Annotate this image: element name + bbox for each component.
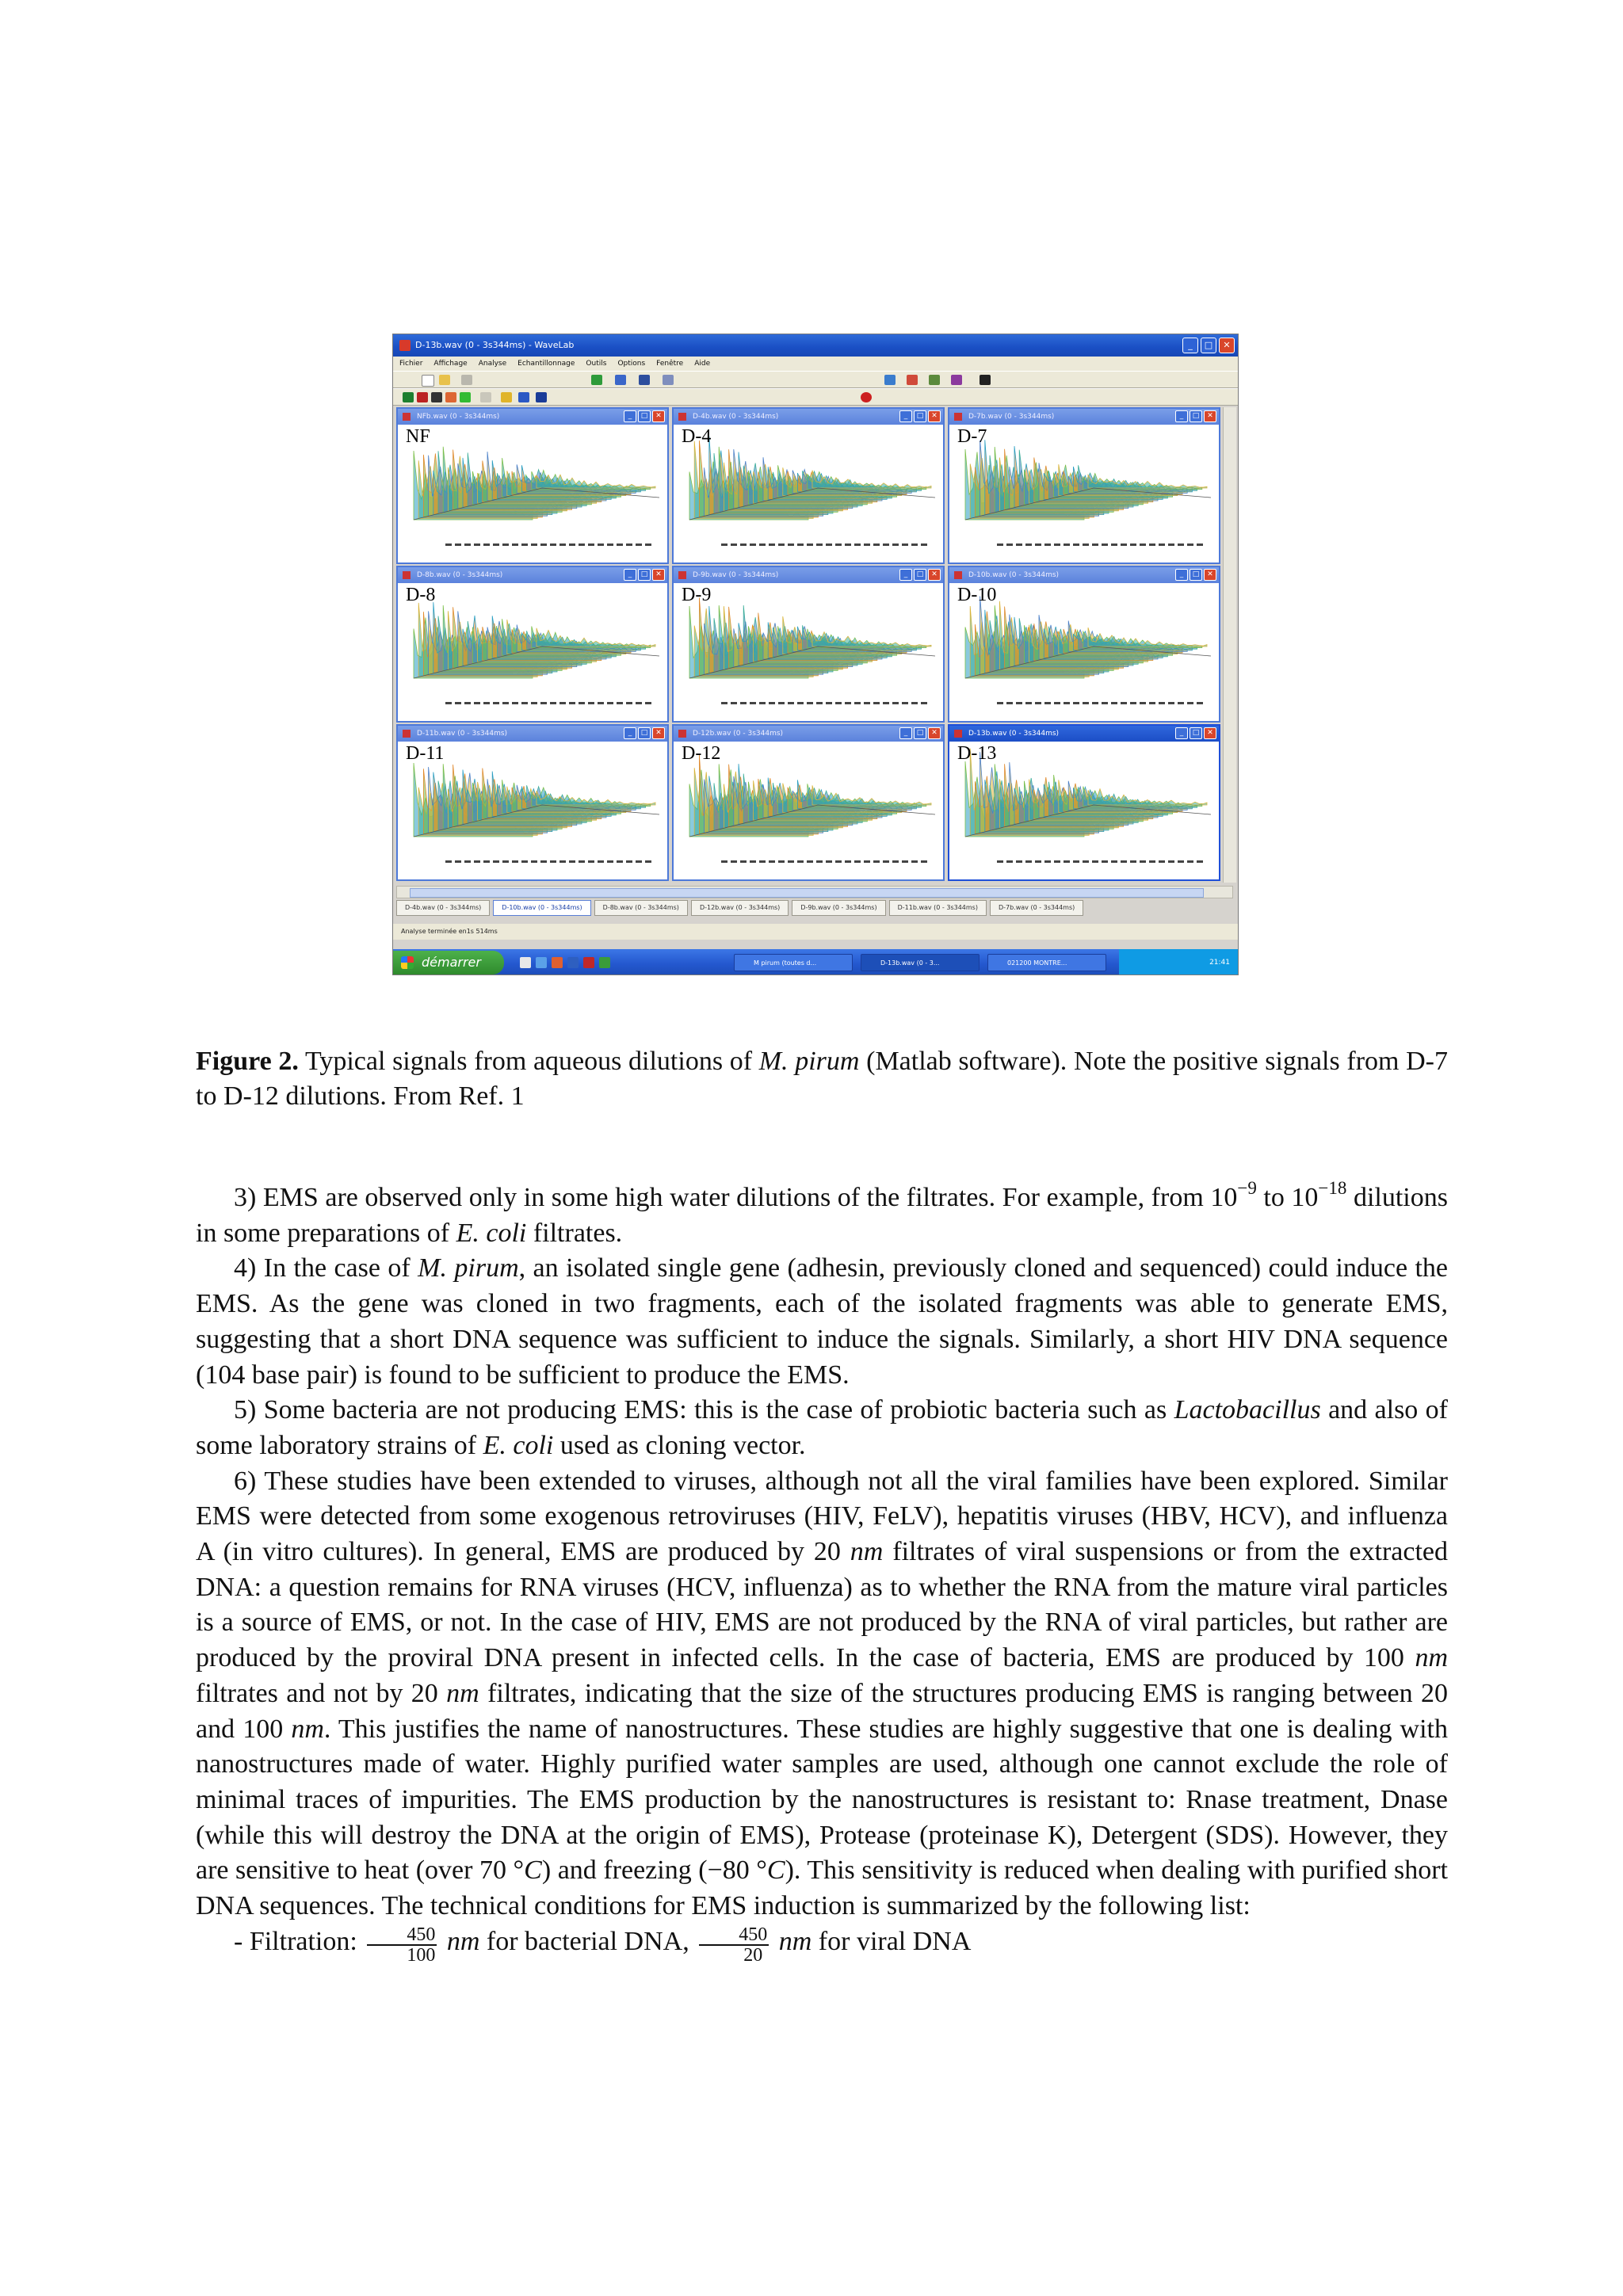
pause-icon[interactable] <box>536 392 547 402</box>
spectrum-plot <box>674 425 943 564</box>
species-name: E. coli <box>483 1430 554 1460</box>
spectrum-plot <box>398 583 667 723</box>
pane-icon <box>954 413 962 421</box>
text-run: , an isolated single gene (adhesin, previously cloned and sequenced) could induce the EMS. As the gene was cloned in two fragments, each of the isolated fragments was able to generate EMS, suggesting that a short DNA sequence was sufficient to induce the signals. Similarly, a short HIV DNA sequence (104 base pair) is found to be sufficient to produce the EMS. <box>196 1253 1449 1390</box>
pane-d8[interactable] <box>396 566 669 723</box>
quicklaunch-icon[interactable] <box>552 957 563 968</box>
pane-title: D-8b.wav (0 - 3s344ms) <box>417 571 503 579</box>
new-file-icon[interactable] <box>422 375 434 387</box>
text-run: filtrates and not by 20 <box>196 1678 447 1708</box>
spectrum-plot <box>949 425 1219 564</box>
menu-options[interactable]: Options <box>617 360 646 368</box>
settings-icon[interactable] <box>980 375 991 385</box>
menu-aide[interactable]: Aide <box>694 360 711 368</box>
pane-close-button[interactable]: ✕ <box>928 727 941 739</box>
text-run: for bacterial DNA, <box>479 1926 697 1956</box>
taskbar-task[interactable]: D-13b.wav (0 - 3... <box>861 954 980 971</box>
edit-icon[interactable] <box>615 375 626 385</box>
pane-minimize-button[interactable]: _ <box>1175 569 1188 581</box>
text-run: used as cloning vector. <box>553 1430 806 1460</box>
menubar <box>393 357 1238 371</box>
record-icon[interactable] <box>907 375 918 385</box>
marker-icon[interactable] <box>501 392 512 402</box>
dilution-label: NF <box>406 426 430 447</box>
dark-meter-icon[interactable] <box>431 392 442 402</box>
scroll-thumb[interactable] <box>410 888 1204 898</box>
fraction <box>367 1925 437 1965</box>
pane-d13[interactable] <box>948 724 1220 881</box>
text-run: dilutions in some preparations of <box>196 1183 1448 1248</box>
paragraph-3 <box>196 1180 1448 1251</box>
close-button[interactable]: ✕ <box>1219 338 1235 353</box>
quicklaunch-icon[interactable] <box>599 957 610 968</box>
pane-d11[interactable] <box>396 724 669 881</box>
horizontal-scrollbar[interactable] <box>396 886 1233 898</box>
pane-minimize-button[interactable]: _ <box>624 410 636 422</box>
pane-title: D-13b.wav (0 - 3s344ms) <box>968 730 1060 738</box>
dilution-label: D-12 <box>682 743 721 764</box>
doc-tab[interactable]: D-9b.wav (0 - 3s344ms) <box>792 900 885 916</box>
text-run: 6) These studies have been extended to viruses, although not all the viral families have been explored. Similar EMS were detected from some exogenous retroviruses (HIV, FeLV), hepatitis viruses (HBV, HCV), and influenza A (in vitro cultures). In general, EMS are produced by 20 <box>196 1466 1448 1567</box>
pane-title: D-7b.wav (0 - 3s344ms) <box>968 413 1055 421</box>
taskbar <box>393 949 1238 975</box>
pane-minimize-button[interactable]: _ <box>624 569 636 581</box>
dilution-label: D-4 <box>682 426 712 447</box>
doc-tab[interactable]: D-10b.wav (0 - 3s344ms) <box>493 900 590 916</box>
menu-echantillonnage[interactable]: Echantillonnage <box>517 360 575 368</box>
unit: C <box>524 1855 542 1886</box>
system-tray <box>1119 949 1238 975</box>
pane-icon <box>678 730 686 738</box>
pane-maximize-button[interactable]: □ <box>638 569 651 581</box>
text-run: filtrates. <box>526 1218 623 1248</box>
pane-maximize-button[interactable]: □ <box>914 410 926 422</box>
zoom-icon[interactable] <box>518 392 529 402</box>
menu-fichier[interactable]: Fichier <box>399 360 423 368</box>
play-icon[interactable] <box>884 375 896 385</box>
menu-affichage[interactable]: Affichage <box>433 360 468 368</box>
minimize-button[interactable]: _ <box>1182 338 1198 353</box>
unit: nm <box>778 1926 812 1956</box>
superscript: −18 <box>1318 1178 1347 1198</box>
pane-maximize-button[interactable]: □ <box>638 410 651 422</box>
unit: nm <box>446 1926 480 1956</box>
pane-icon <box>678 413 686 421</box>
figure-caption <box>196 1044 1448 1114</box>
pane-maximize-button[interactable]: □ <box>1190 410 1202 422</box>
status-bar: Analyse terminée en1s 514ms <box>393 924 1238 940</box>
pane-minimize-button[interactable]: _ <box>1175 727 1188 739</box>
caption-species: M. pirum <box>758 1047 860 1076</box>
species-name: M. pirum <box>418 1253 519 1283</box>
pane-icon <box>403 413 411 421</box>
pane-d9[interactable] <box>672 566 945 723</box>
body-text <box>196 1180 1448 1965</box>
pane-close-button[interactable]: ✕ <box>1204 727 1216 739</box>
pane-d10[interactable] <box>948 566 1220 723</box>
menu-outils[interactable]: Outils <box>586 360 607 368</box>
list-item-filtration <box>196 1924 1448 1965</box>
pane-title: D-10b.wav (0 - 3s344ms) <box>968 571 1060 579</box>
figure-screenshot <box>392 334 1239 975</box>
quicklaunch-icon[interactable] <box>567 957 579 968</box>
doc-tab[interactable]: D-7b.wav (0 - 3s344ms) <box>990 900 1083 916</box>
toolbar-secondary <box>393 388 1238 406</box>
spectrum-plot <box>674 583 943 723</box>
text-run: 4) In the case of <box>234 1253 418 1283</box>
meter-icon[interactable] <box>929 375 940 385</box>
windows-flag-icon <box>401 956 414 969</box>
spectrum-plot <box>398 425 667 564</box>
numerator: 450 <box>367 1925 437 1946</box>
spectrum-icon[interactable] <box>460 392 471 402</box>
green-meter-icon[interactable] <box>403 392 414 402</box>
denominator: 100 <box>407 1944 436 1966</box>
paragraph-6 <box>196 1464 1448 1924</box>
pane-close-button[interactable]: ✕ <box>928 569 941 581</box>
quicklaunch-icon[interactable] <box>520 957 531 968</box>
text-run: ) and freezing (−80 ° <box>541 1855 767 1886</box>
denominator: 20 <box>743 1944 763 1966</box>
tool-icon[interactable] <box>591 375 602 385</box>
doc-tab[interactable]: D-11b.wav (0 - 3s344ms) <box>889 900 987 916</box>
text-run: and also of some laboratory strains of <box>196 1395 1448 1460</box>
pane-title: D-12b.wav (0 - 3s344ms) <box>693 730 784 738</box>
text-run: ). This sensitivity is reduced when dealing with purified short DNA sequences. The technical conditions for EMS induction is summarized by the following list: <box>196 1855 1448 1921</box>
wavelab-app-icon <box>399 340 411 351</box>
pane-d4[interactable] <box>672 407 945 564</box>
doc-tab[interactable]: D-8b.wav (0 - 3s344ms) <box>594 900 688 916</box>
text-run: - Filtration: <box>234 1926 365 1956</box>
clock: 21:41 <box>1209 959 1230 967</box>
dilution-label: D-10 <box>957 585 997 605</box>
pane-maximize-button[interactable]: □ <box>914 727 926 739</box>
numerator: 450 <box>699 1925 769 1946</box>
pane-maximize-button[interactable]: □ <box>638 727 651 739</box>
analysis-icon[interactable] <box>445 392 456 402</box>
text-run: 5) Some bacteria are not producing EMS: this is the case of probiotic bacteria such as <box>234 1395 1174 1425</box>
species-name: Lactobacillus <box>1174 1395 1321 1425</box>
stop-record-icon[interactable] <box>861 392 872 402</box>
pane-title: NFb.wav (0 - 3s344ms) <box>417 413 500 421</box>
maximize-button[interactable]: □ <box>1201 338 1216 353</box>
paragraph-5 <box>196 1393 1448 1463</box>
pane-d7[interactable] <box>948 407 1220 564</box>
pane-icon <box>954 730 962 738</box>
unit: nm <box>1415 1643 1448 1673</box>
pane-close-button[interactable]: ✕ <box>1204 569 1216 581</box>
pane-maximize-button[interactable]: □ <box>1190 727 1202 739</box>
start-button[interactable] <box>393 951 504 974</box>
caption-label: Figure 2. <box>196 1047 299 1076</box>
pane-maximize-button[interactable]: □ <box>1190 569 1202 581</box>
red-meter-icon[interactable] <box>417 392 428 402</box>
paragraph-4 <box>196 1251 1448 1393</box>
text-run: . This justifies the name of nanostructures. These studies are highly suggestive that one is dealing with nanostructures made of water. Highly purified water samples are used, although one cannot exclude the role of minimal traces of impurities. The EMS production by the nanostructures is resistant to: Rnase treatment, Dnase (while this will destroy the DNA at the origin of EMS), Protease (proteinase K), Detergent (SDS). However, they are sensitive to heat (over 70 ° <box>196 1714 1449 1886</box>
unit: C <box>766 1855 785 1886</box>
pane-title: D-11b.wav (0 - 3s344ms) <box>417 730 508 738</box>
effect-icon[interactable] <box>951 375 962 385</box>
pane-close-button[interactable]: ✕ <box>1204 410 1216 422</box>
quicklaunch-icon[interactable] <box>536 957 547 968</box>
pane-d12[interactable] <box>672 724 945 881</box>
window-title: D-13b.wav (0 - 3s344ms) - WaveLab <box>415 340 575 350</box>
window-titlebar[interactable] <box>393 334 1238 357</box>
open-folder-icon[interactable] <box>439 375 450 385</box>
dilution-label: D-9 <box>682 585 712 605</box>
fraction <box>699 1925 769 1965</box>
analysis-panes <box>396 407 1220 883</box>
pane-title: D-9b.wav (0 - 3s344ms) <box>693 571 779 579</box>
caption-text: Typical signals from aqueous dilutions of <box>304 1047 759 1076</box>
pane-minimize-button[interactable]: _ <box>899 569 912 581</box>
pane-icon <box>403 571 411 579</box>
pane-close-button[interactable]: ✕ <box>928 410 941 422</box>
start-label: démarrer <box>422 955 481 970</box>
quicklaunch-icon[interactable] <box>583 957 594 968</box>
doc-tab[interactable]: D-4b.wav (0 - 3s344ms) <box>396 900 490 916</box>
pane-icon <box>403 730 411 738</box>
menu-fenetre[interactable]: Fenêtre <box>656 360 684 368</box>
pane-minimize-button[interactable]: _ <box>899 727 912 739</box>
cursor-icon[interactable] <box>480 392 491 402</box>
pane-minimize-button[interactable]: _ <box>899 410 912 422</box>
document-tabs <box>396 900 1236 917</box>
pane-maximize-button[interactable]: □ <box>914 569 926 581</box>
menu-analyse[interactable]: Analyse <box>478 360 507 368</box>
layout-icon[interactable] <box>663 375 674 385</box>
dilution-label: D-13 <box>957 743 997 764</box>
save-icon[interactable] <box>461 375 472 385</box>
unit: nm <box>291 1714 324 1744</box>
pane-close-button[interactable]: ✕ <box>652 569 665 581</box>
text-run: filtrates of viral suspensions or from the extracted DNA: a question remains for RNA viruses (HCV, influenza) as to whether the RNA from the mature viral particles is a source of EMS, or not. In the case of HIV, EMS are not produced by the RNA of viral particles, but rather are produced by the proviral DNA present in infected cells. In the case of bacteria, EMS are produced by 100 <box>196 1537 1448 1673</box>
unit: nm <box>446 1678 479 1708</box>
vertical-scrollbar[interactable] <box>1223 407 1236 883</box>
pane-close-button[interactable]: ✕ <box>652 727 665 739</box>
caption-text: (Matlab software). Note the positive signals from D-7 to D-12 dilutions. From Ref. 1 <box>196 1047 1449 1111</box>
toolbar-main <box>393 371 1238 388</box>
pane-title: D-4b.wav (0 - 3s344ms) <box>693 413 779 421</box>
pane-icon <box>678 571 686 579</box>
pane-minimize-button[interactable]: _ <box>624 727 636 739</box>
pane-icon <box>954 571 962 579</box>
text-run: for viral DNA <box>812 1926 972 1956</box>
dilution-label: D-8 <box>406 585 436 605</box>
superscript: −9 <box>1237 1178 1257 1198</box>
text-run: to 10 <box>1256 1183 1319 1212</box>
grid-icon[interactable] <box>639 375 650 385</box>
dilution-label: D-7 <box>957 426 987 447</box>
pane-minimize-button[interactable]: _ <box>1175 410 1188 422</box>
text-run: filtrates, indicating that the size of the structures producing EMS is ranging between 20 and 100 <box>196 1678 1448 1744</box>
taskbar-task[interactable]: 021200 MONTRE... <box>987 954 1106 971</box>
taskbar-task[interactable]: M pirum (toutes d... <box>734 954 853 971</box>
pane-close-button[interactable]: ✕ <box>652 410 665 422</box>
unit: nm <box>850 1537 884 1567</box>
text-run: 3) EMS are observed only in some high water dilutions of the filtrates. For example, from 10 <box>234 1183 1238 1212</box>
species-name: E. coli <box>456 1218 527 1248</box>
doc-tab[interactable]: D-12b.wav (0 - 3s344ms) <box>691 900 789 916</box>
pane-nf[interactable] <box>396 407 669 564</box>
dilution-label: D-11 <box>406 743 445 764</box>
